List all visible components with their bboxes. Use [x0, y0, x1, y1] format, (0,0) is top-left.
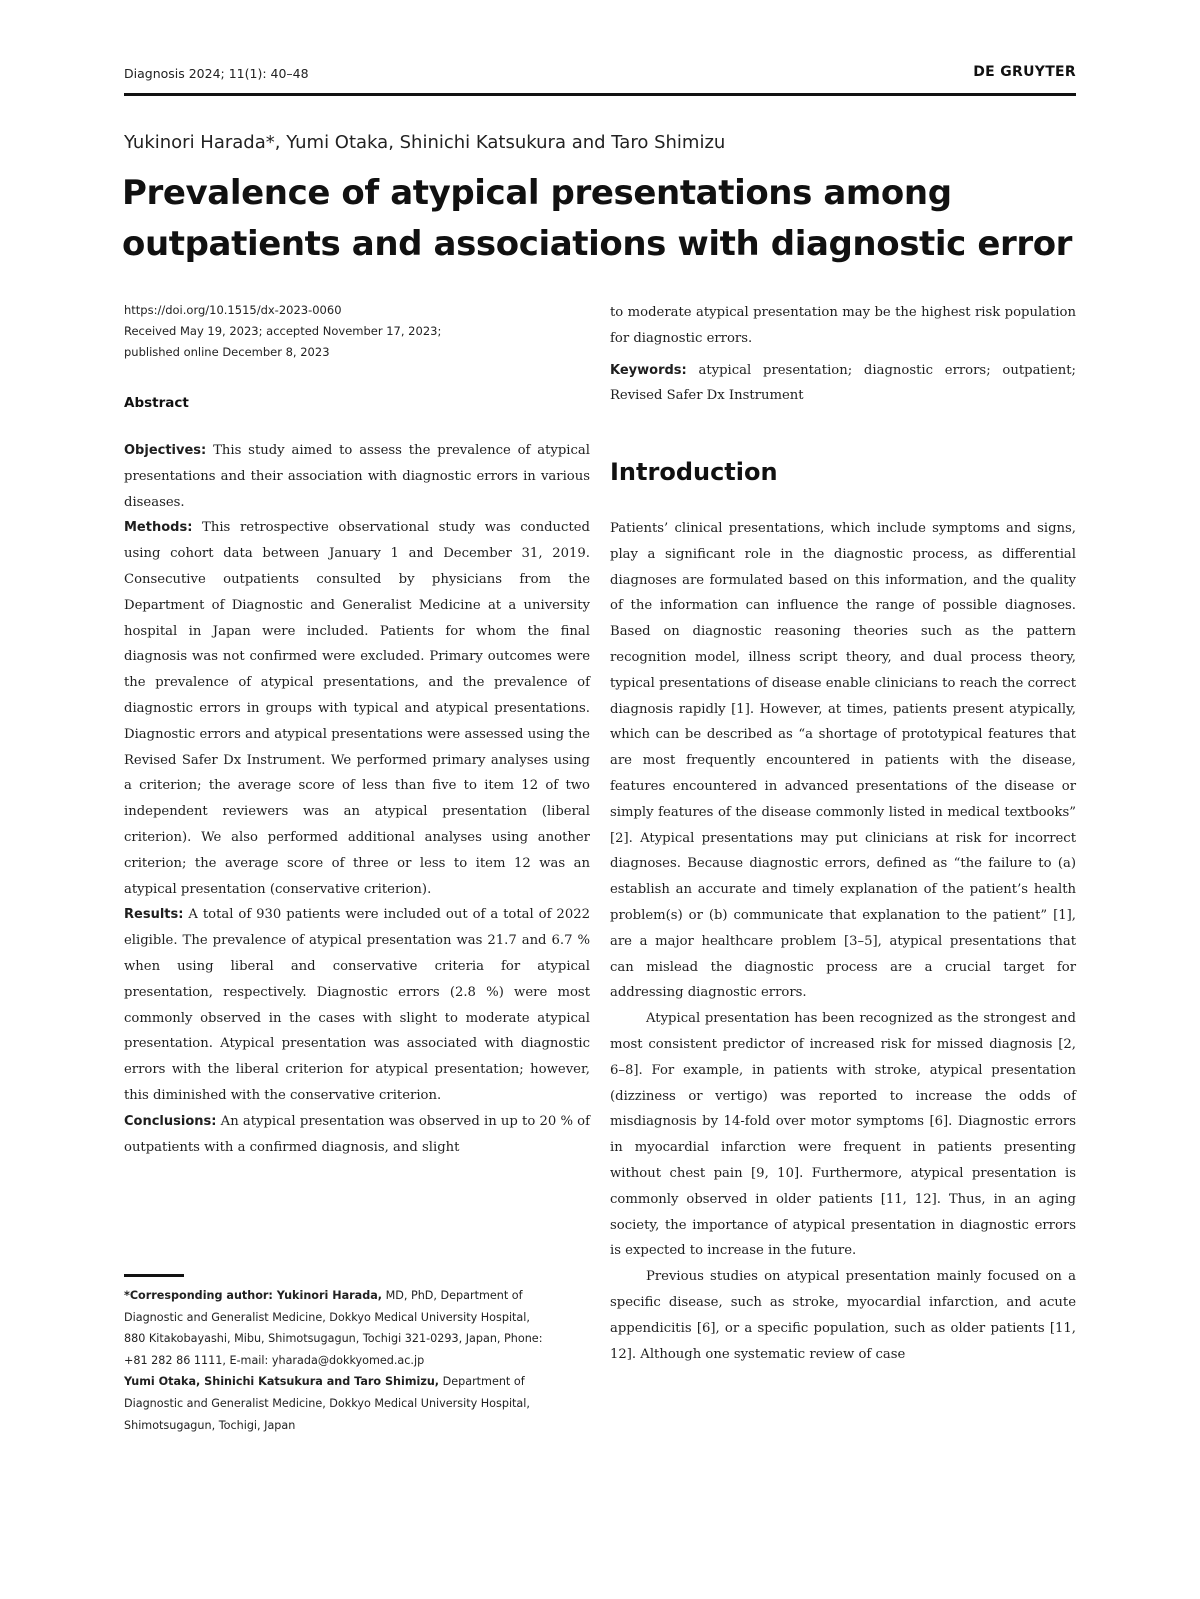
conclusions-continued: to moderate atypical presentation may be the highest risk population for diagnostic errors. — [610, 305, 1076, 346]
footnote-line: MD, PhD, Department of — [385, 1289, 523, 1302]
conclusions-text: An atypical presentation was observed in up to 20 % of outpatients with a confirmed diagnosis, and slight — [124, 1113, 590, 1155]
methods-text: This retrospective observational study was conducted using cohort data between January 1 and December 31, 2019. Consecutive outpatients consulted by physicians from the Department of Diagnostic and Generalist Medicine at a university hospital in Japan were included. Patients for whom the final diagnosis was not confirmed were excluded. Primary outcomes were the prevalence of atypical presentations, and the prevalence of diagnostic errors in groups with typical and atypical presentations. Diagnostic errors and atypical presentations were assessed using the Revised Safer Dx Instrument. We performed primary analyses using a criterion; the average score of less than five to item 12 of two independent reviewers was an atypical presentation (liberal criterion). We also performed additional analyses using another criterion; the average score of three or less to item 12 was an atypical presentation (conservative criterion). — [124, 520, 590, 897]
footnote-rule — [124, 1274, 184, 1277]
article-title-line: outpatients and associations with diagnostic error — [122, 224, 1073, 264]
abstract-results — [124, 902, 590, 1108]
footnote-email-line[interactable]: +81 282 86 1111, E-mail: yharada@dokkyomed.ac.jp — [124, 1353, 425, 1367]
objectives-text: This study aimed to assess the prevalence of atypical presentations and their association with diagnostic errors in various diseases. — [124, 443, 590, 510]
article-title-line: Prevalence of atypical presentations among — [122, 173, 952, 213]
footnote-line: Shimotsugagun, Tochigi, Japan — [124, 1418, 296, 1432]
footnote-line: Diagnostic and Generalist Medicine, Dokkyo Medical University Hospital, — [124, 1396, 530, 1410]
coauthors-note — [124, 1371, 594, 1393]
footnote-line: Department of — [442, 1375, 525, 1389]
keywords-label: Keywords: — [610, 362, 687, 378]
doi-link[interactable]: https://doi.org/10.1515/dx-2023-0060 — [124, 303, 342, 317]
methods-label: Methods: — [124, 520, 193, 536]
introduction-body — [610, 516, 1076, 1367]
keywords — [610, 358, 1076, 410]
abstract-continuation — [610, 300, 1076, 409]
article-metadata — [124, 300, 590, 363]
abstract-objectives — [124, 438, 590, 515]
header-rule — [124, 93, 1076, 96]
introduction-heading: Introduction — [610, 458, 778, 486]
results-label: Results: — [124, 907, 184, 923]
footnote-line: 880 Kitakobayashi, Mibu, Shimotsugagun, Tochigi 321-0293, Japan, Phone: — [124, 1332, 543, 1346]
objectives-label: Objectives: — [124, 443, 207, 458]
published-date: published online December 8, 2023 — [124, 345, 330, 359]
corresponding-author-label: *Corresponding author: Yukinori Harada, — [124, 1289, 383, 1302]
publisher-logo: DE GRUYTER — [973, 64, 1076, 80]
corresponding-author-note — [124, 1285, 594, 1307]
author-footnotes — [124, 1285, 594, 1436]
author-list: Yukinori Harada*, Yumi Otaka, Shinichi Katsukura and Taro Shimizu — [124, 132, 726, 153]
footnote-line: Diagnostic and Generalist Medicine, Dokkyo Medical University Hospital, — [124, 1310, 530, 1324]
intro-paragraph: Atypical presentation has been recognized as the strongest and most consistent predictor of increased risk for missed diagnosis [2, 6–8]. For example, in patients with stroke, atypical presentation (dizziness or vertigo) was reported to increase the odds of misdiagnosis by 14-fold over motor symptoms [6]. Diagnostic errors in myocardial infarction were frequent in patients presenting without chest pain [9, 10]. Furthermore, atypical presentation is commonly observed in older patients [11, 12]. Thus, in an aging society, the importance of atypical presentation in diagnostic errors is expected to increase in the future. — [610, 1011, 1076, 1259]
abstract-methods — [124, 515, 590, 902]
intro-paragraph: Previous studies on atypical presentation mainly focused on a specific disease, such as stroke, myocardial infarction, and acute appendicitis [6], or a specific population, such as older patients [11, 12]. Although one systematic review of case — [610, 1269, 1076, 1362]
received-date: Received May 19, 2023; accepted November 17, 2023; — [124, 324, 442, 338]
running-head — [124, 62, 1076, 86]
keywords-text: atypical presentation; diagnostic errors; outpatient; Revised Safer Dx Instrument — [610, 362, 1076, 404]
journal-citation: Diagnosis 2024; 11(1): 40–48 — [124, 66, 309, 81]
abstract-body — [124, 438, 590, 1160]
article-title — [122, 168, 1082, 270]
conclusions-label: Conclusions: — [124, 1113, 217, 1129]
abstract-heading: Abstract — [124, 395, 189, 411]
abstract-conclusions — [124, 1109, 590, 1161]
results-text: A total of 930 patients were included out of a total of 2022 eligible. The prevalence of atypical presentation was 21.7 and 6.7 % when using liberal and conservative criteria for atypical presentation, respectively. Diagnostic errors (2.8 %) were most commonly observed in the cases with slight to moderate atypical presentation. Atypical presentation was associated with diagnostic errors with the liberal criterion for atypical presentation; however, this diminished with the conservative criterion. — [124, 907, 590, 1103]
coauthors-label: Yumi Otaka, Shinichi Katsukura and Taro Shimizu, — [124, 1375, 440, 1389]
intro-paragraph: Patients’ clinical presentations, which include symptoms and signs, play a significant role in the diagnostic process, as differential diagnoses are formulated based on this information, and the quality of the information can influence the range of possible diagnoses. Based on diagnostic reasoning theories such as the pattern recognition model, illness script theory, and dual process theory, typical presentations of disease enable clinicians to reach the correct diagnosis rapidly [1]. However, at times, patients present atypically, which can be described as “a shortage of prototypical features that are most frequently encountered in patients with the disease, features encountered in advanced presentations of the disease or simply features of the disease commonly listed in medical textbooks” [2]. Atypical presentations may put clinicians at risk for incorrect diagnoses. Because diagnostic errors, defined as “the failure to (a) establish an accurate and timely explanation of the patient’s health problem(s) or (b) communicate that explanation to the patient” [1], are a major healthcare problem [3–5], atypical presentations that can mislead the diagnostic process are a crucial target for addressing diagnostic errors. — [610, 521, 1076, 1001]
